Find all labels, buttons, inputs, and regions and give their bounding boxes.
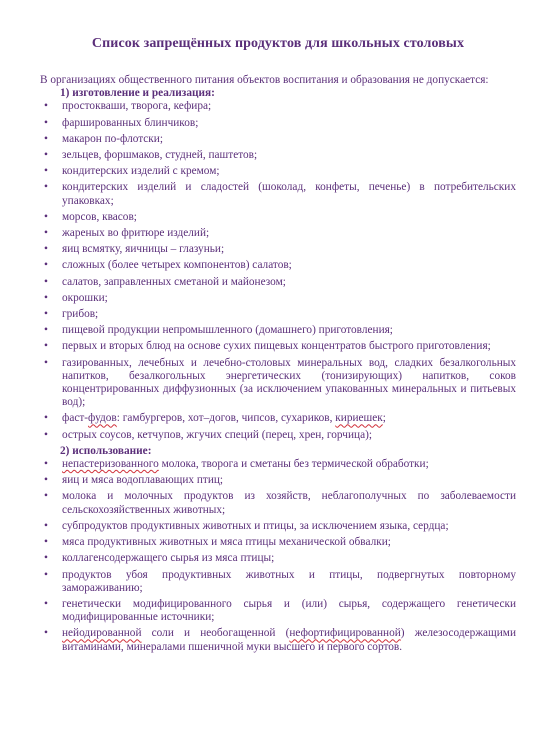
list-item: • острых соусов, кетчупов, жгучих специй (перец, хрен, горчица); xyxy=(62,429,516,442)
bullet-icon: • xyxy=(44,490,48,503)
bullet-icon: • xyxy=(44,324,48,337)
fast-food-item: фаст-фудов: гамбургеров, хот–догов, чипсов, сухариков, кириешек; xyxy=(62,412,386,425)
bullet-icon: • xyxy=(44,291,48,304)
list-item: • сложных (более четырех компонентов) салатов; xyxy=(62,259,516,272)
bullet-icon: • xyxy=(44,116,48,129)
list-item xyxy=(44,458,516,471)
production-list xyxy=(40,100,516,441)
bullet-icon: • xyxy=(44,100,48,113)
section-heading-usage: 2) использование: xyxy=(60,444,152,457)
list-item: • фаршированных блинчиков; xyxy=(62,117,516,130)
list-item: • яиц и мяса водоплавающих птиц; xyxy=(62,474,516,487)
bullet-icon: • xyxy=(44,181,48,194)
bullet-icon: • xyxy=(44,474,48,487)
list-item: • зельцев, форшмаков, студней, паштетов; xyxy=(62,149,516,162)
list-item: • морсов, квасов; xyxy=(62,211,516,224)
bullet-icon: • xyxy=(44,210,48,223)
bullet-icon: • xyxy=(44,356,48,369)
iodized-salt-item: нейодированной соли и необогащенной (нефортифицированной) железосодержащими витаминами, минералами пшеничной муки высшего и первого сортов. xyxy=(62,627,516,653)
list-item: • яиц всмятку, яичницы – глазуньи; xyxy=(62,243,516,256)
document-title: Список запрещённых продуктов для школьных столовых xyxy=(91,36,465,51)
list-item: • простокваши, творога, кефира; xyxy=(62,100,516,113)
bullet-icon: • xyxy=(44,412,48,425)
bullet-icon: • xyxy=(44,458,48,471)
bullet-icon: • xyxy=(44,568,48,581)
list-item: • коллагенсодержащего сырья из мяса птицы; xyxy=(62,552,516,565)
bullet-icon: • xyxy=(44,259,48,272)
list-item: • субпродуктов продуктивных животных и птицы, за исключением языка, сердца; xyxy=(62,520,516,533)
list-item: • кондитерских изделий с кремом; xyxy=(62,165,516,178)
bullet-icon: • xyxy=(44,308,48,321)
list-item: • молока и молочных продуктов из хозяйств, неблагополучных по заболеваемости сельскохозяйственных животных; xyxy=(62,490,516,516)
bullet-icon: • xyxy=(44,627,48,640)
list-item: • грибов; xyxy=(62,308,516,321)
list-item: • продуктов убоя продуктивных животных и птицы, подвергнутых повторному замораживанию; xyxy=(62,569,516,595)
bullet-icon: • xyxy=(44,340,48,353)
bullet-icon: • xyxy=(44,552,48,565)
list-item xyxy=(44,412,516,425)
bullet-icon: • xyxy=(44,149,48,162)
list-item: • салатов, заправленных сметаной и майонезом; xyxy=(62,276,516,289)
bullet-icon: • xyxy=(44,165,48,178)
section-heading-production: 1) изготовление и реализация: xyxy=(60,87,215,100)
intro-paragraph: В организациях общественного питания объектов воспитания и образования не допускается: xyxy=(40,74,489,86)
bullet-icon: • xyxy=(44,227,48,240)
bullet-icon: • xyxy=(44,132,48,145)
usage-list xyxy=(40,458,516,654)
list-item: • кондитерских изделий и сладостей (шоколад, конфеты, печенье) в потребительских упаковках; xyxy=(62,181,516,207)
bullet-icon: • xyxy=(44,428,48,441)
bullet-icon: • xyxy=(44,519,48,532)
list-item: • жареных во фритюре изделий; xyxy=(62,227,516,240)
list-item: • газированных, лечебных и лечебно-столовых минеральных вод, сладких безалкогольных напитков, безалкогольных энергетических (тонизирующих) напитков, соков концентрированных диффузионных (за исключением упакованных минеральных и питьевых вод); xyxy=(62,357,516,410)
bullet-icon: • xyxy=(44,243,48,256)
list-item: • генетически модифицированного сырья и (или) сырья, содержащего генетически модифицированные источники; xyxy=(62,598,516,624)
bullet-icon: • xyxy=(44,536,48,549)
list-item: • мяса продуктивных животных и мяса птицы механической обвалки; xyxy=(62,536,516,549)
list-item xyxy=(44,627,516,653)
list-item: • окрошки; xyxy=(62,292,516,305)
bullet-icon: • xyxy=(44,597,48,610)
list-item: • макарон по-флотски; xyxy=(62,133,516,146)
bullet-icon: • xyxy=(44,275,48,288)
list-item: • первых и вторых блюд на основе сухих пищевых концентратов быстрого приготовления; xyxy=(62,340,516,353)
list-item: • пищевой продукции непромышленного (домашнего) приготовления; xyxy=(62,324,516,337)
unpasteurized-item: непастеризованного молока, творога и сметаны без термической обработки; xyxy=(62,458,429,471)
